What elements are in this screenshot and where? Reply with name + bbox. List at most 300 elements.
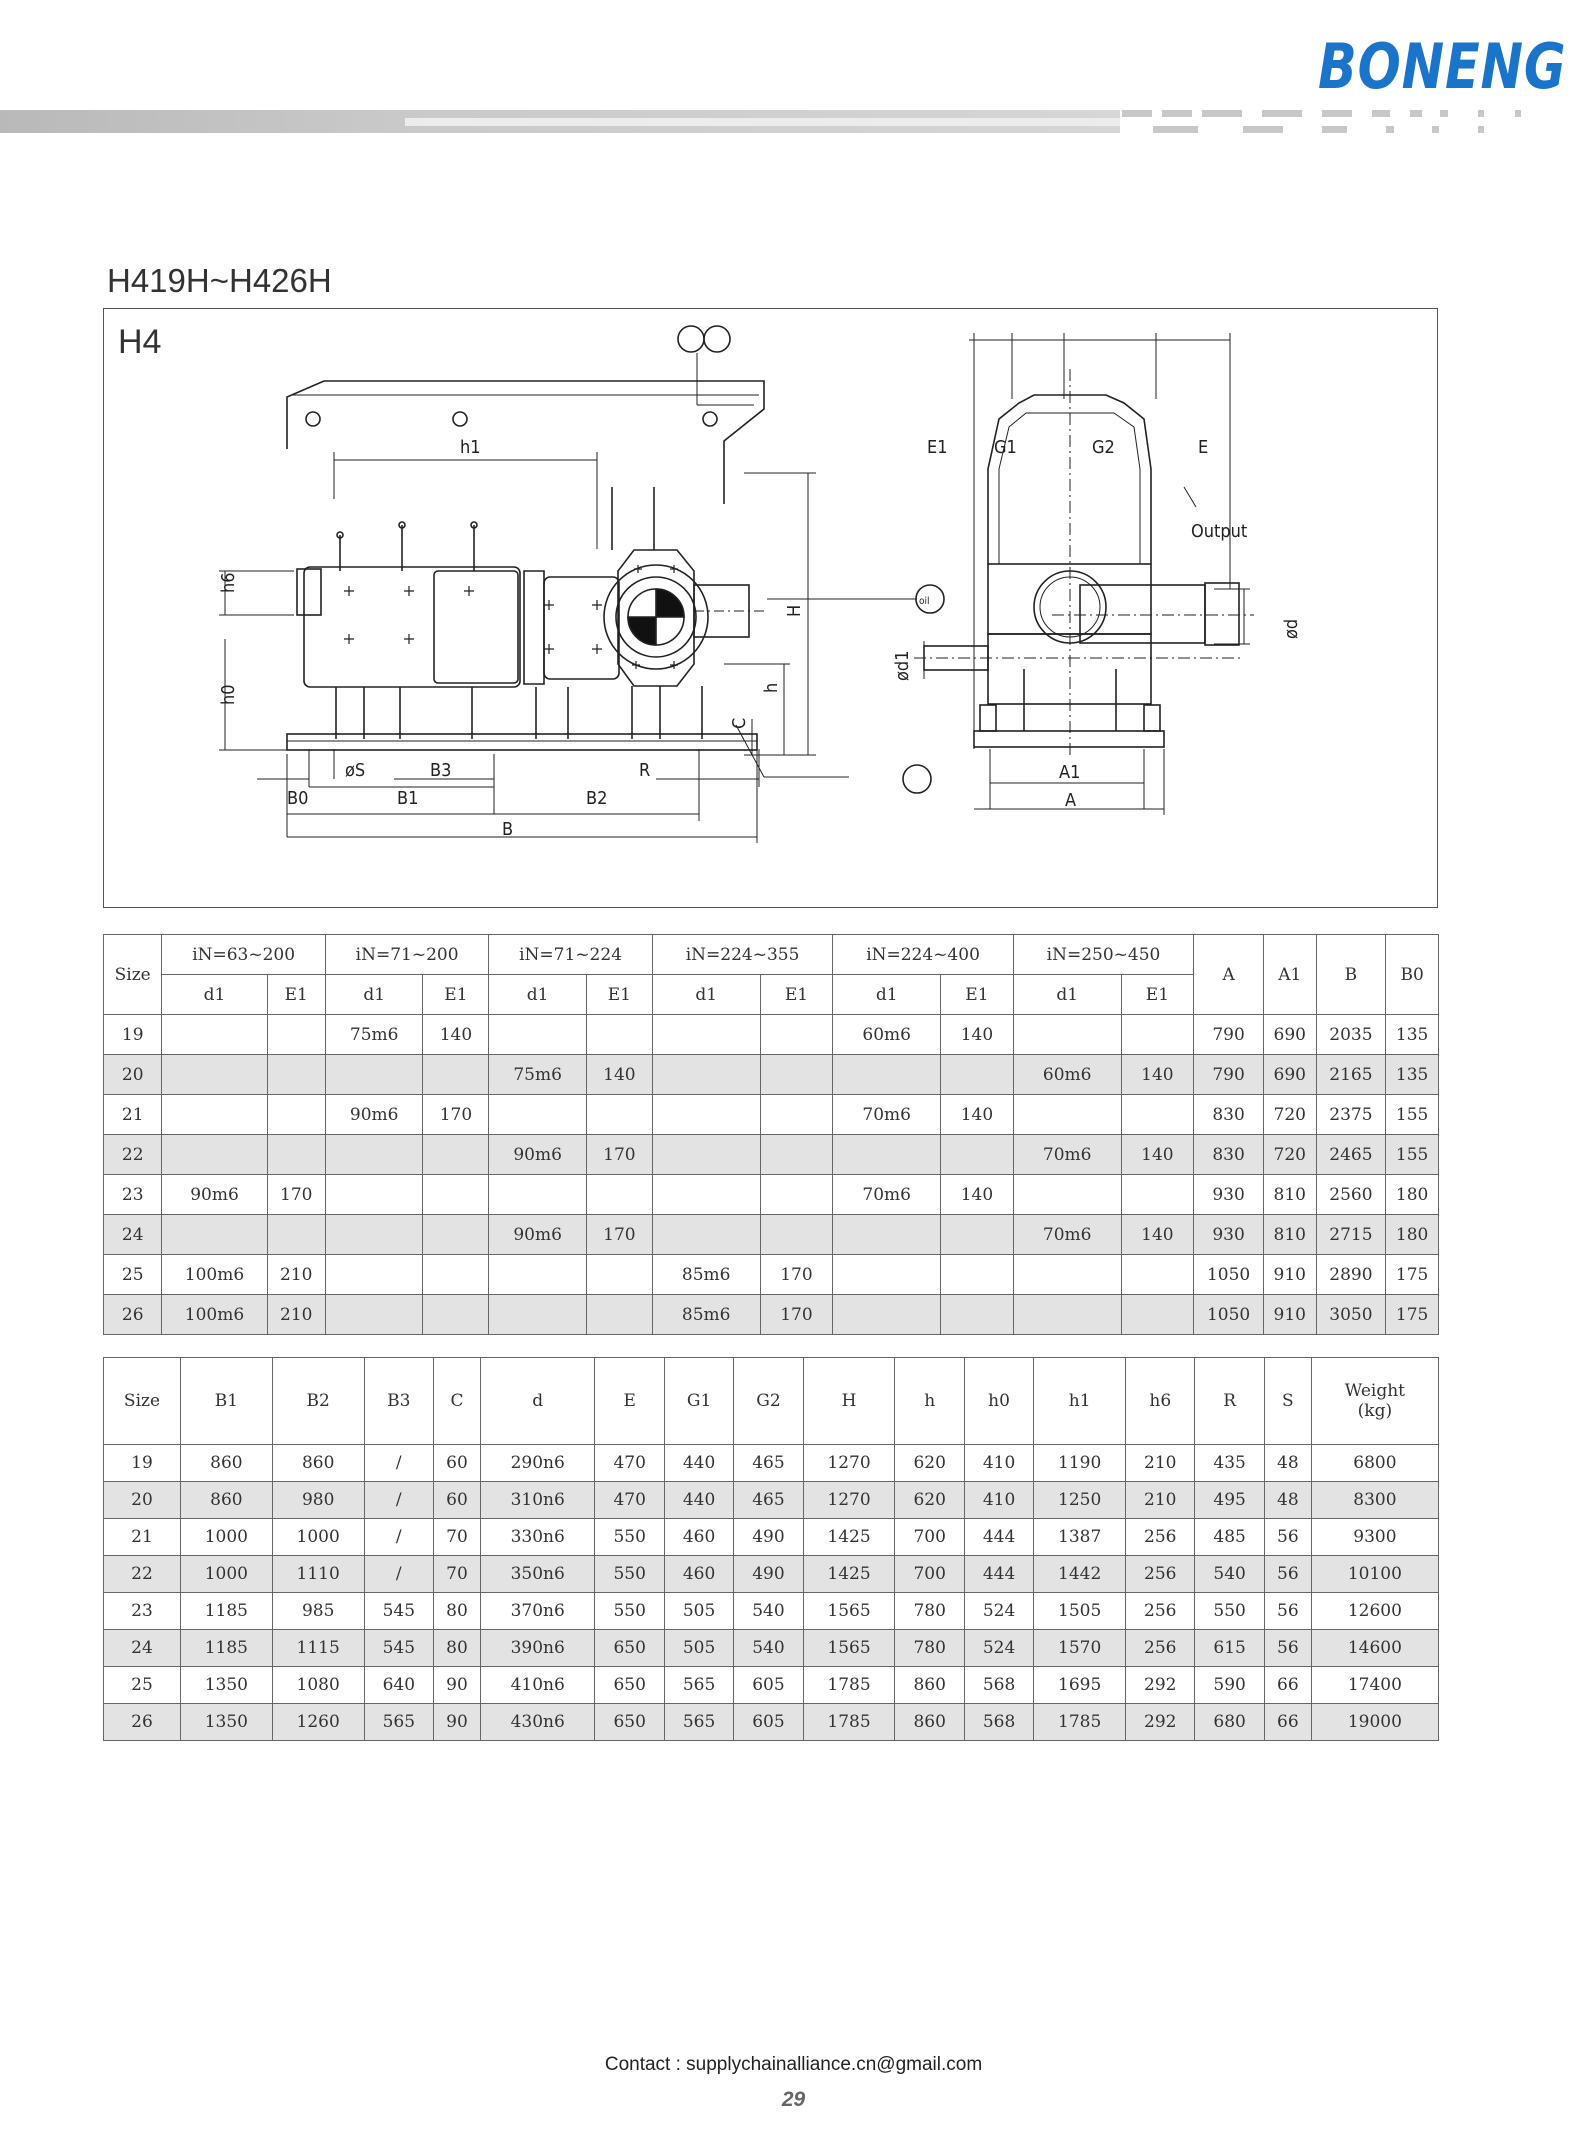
table-cell: 22 [104,1556,181,1593]
table-cell [423,1135,489,1175]
table-cell: 85m6 [652,1295,760,1335]
table-cell: 590 [1195,1667,1264,1704]
column-header: S [1264,1358,1311,1445]
column-header: B2 [272,1358,364,1445]
table-cell: 26 [104,1704,181,1741]
table-cell: 524 [964,1593,1033,1630]
table-cell [162,1135,267,1175]
table-cell: 170 [586,1135,652,1175]
table-cell: 1350 [180,1667,272,1704]
table-cell: 56 [1264,1630,1311,1667]
table-cell [760,1015,833,1055]
column-header: E [595,1358,664,1445]
table-cell: 465 [734,1482,803,1519]
table-cell: 568 [964,1667,1033,1704]
dim-H: H [784,604,805,617]
table-cell: 605 [734,1704,803,1741]
table-cell [586,1255,652,1295]
table-cell [423,1255,489,1295]
table-cell: / [364,1482,433,1519]
table-cell: 90m6 [162,1175,267,1215]
table-cell: 1350 [180,1704,272,1741]
table-cell [833,1135,941,1175]
table-cell [941,1295,1014,1335]
table-cell: 210 [1126,1445,1195,1482]
table-cell: 565 [664,1704,733,1741]
dim-B0: B0 [287,788,309,809]
dim-d: ød [1281,618,1302,639]
table-cell [652,1215,760,1255]
table-cell: 1270 [803,1482,895,1519]
dimension-weight-table [103,1357,1439,1741]
table-cell: 90m6 [489,1215,587,1255]
sub-header: d1 [1013,975,1121,1015]
table-row [104,1519,1439,1556]
table-cell: 680 [1195,1704,1264,1741]
table-cell: 470 [595,1445,664,1482]
table-cell: 155 [1386,1095,1439,1135]
table-cell [489,1095,587,1135]
table-cell: 720 [1263,1095,1316,1135]
table-cell: 24 [104,1215,162,1255]
table-cell: 100m6 [162,1295,267,1335]
table-row [104,1482,1439,1519]
column-header: h1 [1034,1358,1126,1445]
table-cell: 1115 [272,1630,364,1667]
table-cell: 80 [433,1630,480,1667]
table-cell: 85m6 [652,1255,760,1295]
table-cell: 790 [1194,1055,1264,1095]
table-cell: 1270 [803,1445,895,1482]
dim-A1: A1 [1059,762,1081,783]
table-cell: 2560 [1316,1175,1386,1215]
table-cell: 1442 [1034,1556,1126,1593]
table-cell: 75m6 [325,1015,423,1055]
table-cell: 292 [1126,1704,1195,1741]
table-cell: 1565 [803,1630,895,1667]
table-cell [586,1095,652,1135]
table-cell: 175 [1386,1295,1439,1335]
page-number: 29 [781,2088,806,2111]
table-cell: 140 [1121,1055,1194,1095]
table-cell: 830 [1194,1135,1264,1175]
table-cell: 460 [664,1556,733,1593]
table-cell: 256 [1126,1630,1195,1667]
table-cell: 1565 [803,1593,895,1630]
table-cell: 690 [1263,1015,1316,1055]
table-cell [760,1095,833,1135]
dimension-header: B [1316,935,1386,1015]
column-header: Size [104,1358,181,1445]
sub-header: d1 [833,975,941,1015]
table-cell: 505 [664,1630,733,1667]
table-cell: 430n6 [480,1704,595,1741]
table-cell: 550 [595,1556,664,1593]
table-cell: 70m6 [833,1175,941,1215]
table-cell: 410 [964,1445,1033,1482]
table-cell: 2375 [1316,1095,1386,1135]
table-cell: 6800 [1311,1445,1438,1482]
table-cell: 830 [1194,1095,1264,1135]
sub-header: d1 [489,975,587,1015]
table-cell: 175 [1386,1255,1439,1295]
table-cell: 444 [964,1519,1033,1556]
table-cell: 860 [180,1482,272,1519]
table-cell: 615 [1195,1630,1264,1667]
table-cell [833,1055,941,1095]
ratio-group-header: iN=63~200 [162,935,325,975]
table-cell: 810 [1263,1175,1316,1215]
table-cell: 485 [1195,1519,1264,1556]
table-cell: 860 [272,1445,364,1482]
table-cell: / [364,1519,433,1556]
table-cell [586,1015,652,1055]
table-cell: 985 [272,1593,364,1630]
table-cell: 550 [1195,1593,1264,1630]
table-cell [941,1255,1014,1295]
dim-B: B [502,819,514,840]
table-cell: 540 [1195,1556,1264,1593]
table-cell: 19000 [1311,1704,1438,1741]
column-header: d [480,1358,595,1445]
table-cell: 140 [1121,1215,1194,1255]
table-cell: 19 [104,1015,162,1055]
table-cell: 330n6 [480,1519,595,1556]
table-cell: 980 [272,1482,364,1519]
table-cell [325,1175,423,1215]
table-cell: 605 [734,1667,803,1704]
table-cell [267,1095,325,1135]
table-cell [833,1255,941,1295]
brand-logo: BONENG [1318,30,1567,103]
table-cell: 155 [1386,1135,1439,1175]
weight-unit: (kg) [1357,1401,1393,1421]
table-cell: 545 [364,1630,433,1667]
table-cell [1013,1095,1121,1135]
dimension-header: A [1194,935,1264,1015]
table-cell: 490 [734,1556,803,1593]
table-cell [423,1215,489,1255]
table-cell: 860 [895,1667,964,1704]
table-cell: 56 [1264,1593,1311,1630]
model-label: H4 [118,323,162,361]
column-header: G1 [664,1358,733,1445]
table-cell: 60 [433,1445,480,1482]
dim-R: R [639,760,651,781]
table-cell: 810 [1263,1215,1316,1255]
table-cell [833,1215,941,1255]
dim-B2: B2 [586,788,608,809]
table-cell: 440 [664,1445,733,1482]
table-cell [325,1295,423,1335]
table-cell: 650 [595,1630,664,1667]
table-cell [162,1015,267,1055]
dim-h: h [761,682,782,693]
column-header: R [1195,1358,1264,1445]
table-cell [941,1135,1014,1175]
drawing-frame [103,308,1438,908]
table-cell [423,1175,489,1215]
table-cell: 370n6 [480,1593,595,1630]
table-cell [1121,1295,1194,1335]
table-cell: 1570 [1034,1630,1126,1667]
table-cell: 180 [1386,1215,1439,1255]
table-cell: 910 [1263,1295,1316,1335]
table-cell: 640 [364,1667,433,1704]
table-cell: 390n6 [480,1630,595,1667]
sub-header: E1 [423,975,489,1015]
table-cell: 1785 [1034,1704,1126,1741]
table-cell: 700 [895,1519,964,1556]
table-cell: 90 [433,1667,480,1704]
table-cell [760,1215,833,1255]
table-cell: 1000 [272,1519,364,1556]
table-cell: 70m6 [1013,1215,1121,1255]
shaft-ratio-table [103,934,1439,1335]
table-cell: 90m6 [325,1095,423,1135]
table-cell: 1185 [180,1593,272,1630]
dim-h0: h0 [218,684,239,705]
table-cell: 210 [267,1255,325,1295]
table-cell: 1080 [272,1667,364,1704]
table-cell [489,1255,587,1295]
table-cell: 170 [267,1175,325,1215]
table-cell: 24 [104,1630,181,1667]
table-cell [325,1055,423,1095]
input-shaft-side [924,646,988,670]
header-bar-highlight [405,118,1120,126]
column-header: B1 [180,1358,272,1445]
dim-h1: h1 [460,437,481,458]
table-cell: 465 [734,1445,803,1482]
input-housing [297,569,321,615]
table-cell [267,1015,325,1055]
dim-A: A [1065,790,1077,811]
table-cell: 540 [734,1630,803,1667]
table-cell: 1425 [803,1556,895,1593]
table-cell: 790 [1194,1015,1264,1055]
table-cell: 170 [760,1295,833,1335]
table-cell: 90m6 [489,1135,587,1175]
table-cell: 700 [895,1556,964,1593]
table-row [104,1015,1439,1055]
ratio-group-header: iN=250~450 [1013,935,1193,975]
sub-header: E1 [267,975,325,1015]
dim-C: C [729,717,750,729]
table-cell: 25 [104,1255,162,1295]
table-row [104,1445,1439,1482]
table-row [104,1215,1439,1255]
table-cell [489,1015,587,1055]
table-cell: 17400 [1311,1667,1438,1704]
table-cell: 23 [104,1593,181,1630]
table-cell: 140 [941,1175,1014,1215]
housing-outline [287,381,764,504]
table-cell: 930 [1194,1175,1264,1215]
size-header: Size [104,935,162,1015]
table-cell: 56 [1264,1519,1311,1556]
table-cell [652,1135,760,1175]
table-cell [941,1215,1014,1255]
column-header: B3 [364,1358,433,1445]
table-cell [1121,1015,1194,1055]
gearbox-drawing [104,309,1439,909]
table-cell: 444 [964,1556,1033,1593]
table-cell [423,1055,489,1095]
table-row [104,1095,1439,1135]
table-cell: 310n6 [480,1482,595,1519]
table-cell [162,1055,267,1095]
table-cell: 1505 [1034,1593,1126,1630]
table-cell [586,1295,652,1335]
table-cell [325,1255,423,1295]
table-row [104,1704,1439,1741]
table-cell [586,1175,652,1215]
table-cell: 1387 [1034,1519,1126,1556]
column-header: G2 [734,1358,803,1445]
table-cell: 860 [180,1445,272,1482]
table-row [104,1667,1439,1704]
table-cell: 90 [433,1704,480,1741]
table-cell: 170 [586,1215,652,1255]
table-cell [489,1175,587,1215]
table-cell [760,1175,833,1215]
table-cell: 21 [104,1095,162,1135]
table-cell [652,1095,760,1135]
sub-header: E1 [941,975,1014,1015]
table-cell: 20 [104,1482,181,1519]
sub-header: E1 [760,975,833,1015]
table-cell: 860 [895,1704,964,1741]
table-cell: 140 [941,1015,1014,1055]
sub-header: E1 [1121,975,1194,1015]
table-cell: 568 [964,1704,1033,1741]
table-cell: 48 [1264,1482,1311,1519]
table-cell: 70 [433,1519,480,1556]
table-cell: 256 [1126,1593,1195,1630]
contact-line: Contact : supplychainalliance.cn@gmail.com [604,2054,983,2075]
table-cell: 2465 [1316,1135,1386,1175]
base-plate [287,734,757,750]
column-header: C [433,1358,480,1445]
sub-header: d1 [325,975,423,1015]
table-cell: 565 [664,1667,733,1704]
table-cell: 545 [364,1593,433,1630]
table-cell: 565 [364,1704,433,1741]
table-cell [1121,1175,1194,1215]
table-cell: 1050 [1194,1255,1264,1295]
table-cell: 650 [595,1667,664,1704]
table-cell: 21 [104,1519,181,1556]
table-cell: 170 [760,1255,833,1295]
side-base [974,731,1164,747]
dim-G2: G2 [1092,437,1115,458]
table-cell: 470 [595,1482,664,1519]
table-cell: 290n6 [480,1445,595,1482]
table-cell: 1110 [272,1556,364,1593]
dim-d1: ød1 [892,650,913,681]
oil-label: oil [919,596,930,607]
table-cell: 60m6 [833,1015,941,1055]
table-cell: 780 [895,1630,964,1667]
weight-header [1311,1358,1438,1445]
table-cell [162,1095,267,1135]
table-cell: 440 [664,1482,733,1519]
dim-B1: B1 [397,788,419,809]
dimension-header: A1 [1263,935,1316,1015]
table-cell: 620 [895,1482,964,1519]
table-cell: 100m6 [162,1255,267,1295]
column-header: h6 [1126,1358,1195,1445]
table-cell: 9300 [1311,1519,1438,1556]
table-cell: 505 [664,1593,733,1630]
table-cell: 170 [423,1095,489,1135]
table-cell: 19 [104,1445,181,1482]
ratio-group-header: iN=224~400 [833,935,1013,975]
table-cell: / [364,1445,433,1482]
table-cell: 1190 [1034,1445,1126,1482]
table-row [104,1593,1439,1630]
table-cell: 135 [1386,1015,1439,1055]
table-cell: 1250 [1034,1482,1126,1519]
table-cell: 60m6 [1013,1055,1121,1095]
table-cell: / [364,1556,433,1593]
table-cell: 210 [267,1295,325,1335]
table-cell: 1695 [1034,1667,1126,1704]
dim-E: E [1198,437,1209,458]
table-cell: 495 [1195,1482,1264,1519]
page-title: H419H~H426H [107,262,332,299]
table-cell: 135 [1386,1055,1439,1095]
table-row [104,1556,1439,1593]
table-cell [267,1135,325,1175]
table-cell [760,1055,833,1095]
table-cell: 3050 [1316,1295,1386,1335]
table-cell: 180 [1386,1175,1439,1215]
table-cell: 1260 [272,1704,364,1741]
table-cell: 910 [1263,1255,1316,1295]
table-cell: 1000 [180,1519,272,1556]
table-cell: 350n6 [480,1556,595,1593]
table-cell [652,1015,760,1055]
output-label: Output [1191,521,1248,542]
table-cell: 410n6 [480,1667,595,1704]
table-cell: 12600 [1311,1593,1438,1630]
table-cell: 70m6 [833,1095,941,1135]
table-cell [267,1215,325,1255]
table-cell [833,1295,941,1335]
table-cell: 1000 [180,1556,272,1593]
table-cell: 540 [734,1593,803,1630]
dim-B3: B3 [430,760,452,781]
table-cell [941,1055,1014,1095]
table-cell [325,1215,423,1255]
table-cell: 690 [1263,1055,1316,1095]
table-cell: 2035 [1316,1015,1386,1055]
table-cell: 66 [1264,1704,1311,1741]
sub-header: d1 [652,975,760,1015]
ratio-group-header: iN=71~200 [325,935,488,975]
table-cell: 20 [104,1055,162,1095]
table-cell: 435 [1195,1445,1264,1482]
table-cell [1013,1015,1121,1055]
table-cell: 140 [423,1015,489,1055]
table-cell [1121,1255,1194,1295]
table-cell: 720 [1263,1135,1316,1175]
table-cell: 14600 [1311,1630,1438,1667]
table-row [104,1255,1439,1295]
table-cell: 620 [895,1445,964,1482]
